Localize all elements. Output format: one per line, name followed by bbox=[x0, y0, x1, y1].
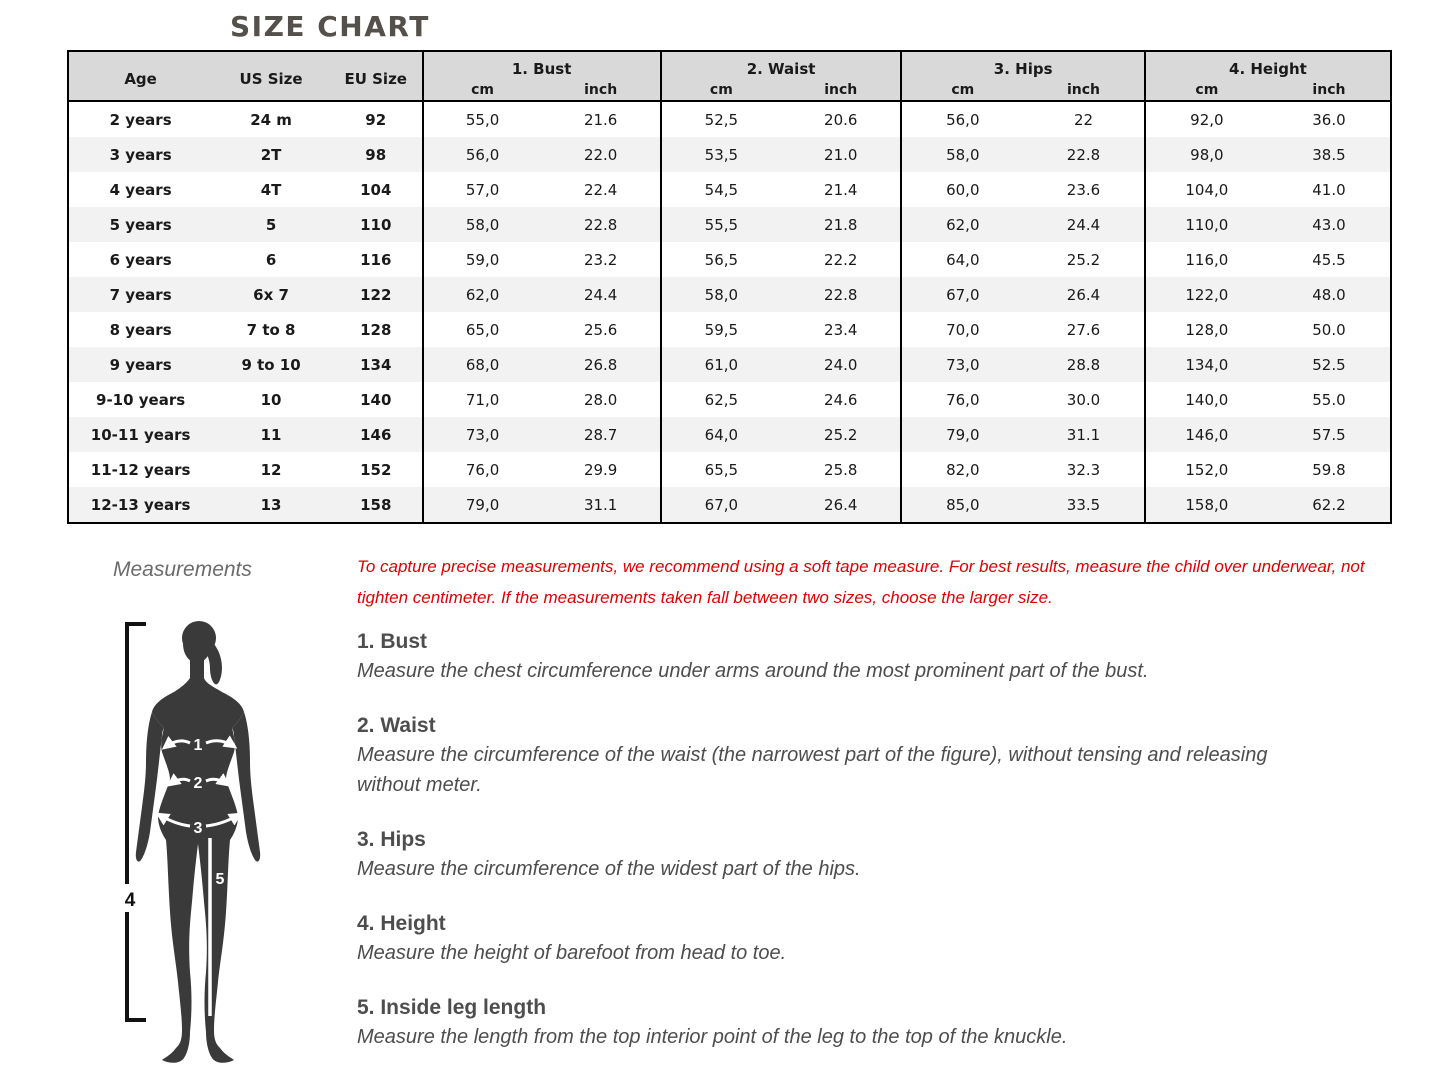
table-cell: 140,0 bbox=[1145, 382, 1268, 417]
table-cell: 62,5 bbox=[661, 382, 781, 417]
table-cell: 122 bbox=[360, 285, 392, 304]
table-cell: 158,0 bbox=[1145, 487, 1268, 523]
table-cell: 13 bbox=[260, 495, 282, 514]
figure-label-waist: 2 bbox=[193, 775, 203, 792]
table-cell: 70,0 bbox=[901, 312, 1023, 347]
table-cell: 21.0 bbox=[824, 145, 858, 164]
section-text: Measure the length from the top interior point of the leg to the top of the knuckle. bbox=[357, 1026, 1068, 1048]
table-cell: 152 bbox=[360, 460, 392, 479]
table-cell: 54,5 bbox=[661, 172, 781, 207]
table-cell: 52,5 bbox=[661, 101, 781, 137]
section-heading: 3. Hips bbox=[357, 828, 426, 851]
table-cell: 21.4 bbox=[824, 180, 858, 199]
table-cell: 62,0 bbox=[901, 207, 1023, 242]
table-header bbox=[68, 51, 1391, 101]
section-heading: 4. Height bbox=[357, 912, 446, 935]
size-table bbox=[67, 50, 1392, 524]
table-cell: 92 bbox=[365, 110, 387, 129]
col-header-waist: 2. Waist bbox=[661, 51, 902, 80]
table-cell: 36.0 bbox=[1312, 110, 1346, 129]
table-cell: 73,0 bbox=[423, 417, 542, 452]
table-cell: 12-13 years bbox=[90, 495, 191, 514]
table-cell: 52.5 bbox=[1312, 355, 1346, 374]
table-cell: 4T bbox=[260, 180, 282, 199]
table-cell: 104 bbox=[360, 180, 392, 199]
table-cell: 11-12 years bbox=[90, 460, 191, 479]
table-cell: 50.0 bbox=[1312, 320, 1346, 339]
table-cell: 43.0 bbox=[1312, 215, 1346, 234]
measure-section bbox=[357, 712, 1317, 800]
unit-waist-inch: inch bbox=[781, 80, 901, 101]
measure-section bbox=[357, 994, 1317, 1052]
table-row bbox=[68, 137, 1391, 172]
table-cell: 27.6 bbox=[1066, 320, 1101, 339]
table-cell: 60,0 bbox=[901, 172, 1023, 207]
section-heading: 1. Bust bbox=[357, 630, 428, 653]
table-cell: 64,0 bbox=[901, 242, 1023, 277]
table-cell: 12 bbox=[260, 460, 282, 479]
col-header-age: Age bbox=[68, 51, 212, 101]
table-cell: 76,0 bbox=[423, 452, 542, 487]
unit-bust-cm: cm bbox=[423, 80, 542, 101]
table-cell: 28.0 bbox=[583, 390, 618, 409]
measure-sections bbox=[357, 628, 1317, 1078]
table-cell: 2T bbox=[260, 145, 282, 164]
table-cell: 110 bbox=[360, 215, 392, 234]
table-cell: 62,0 bbox=[423, 277, 542, 312]
figure-label-hips: 3 bbox=[193, 820, 203, 837]
table-cell: 104,0 bbox=[1145, 172, 1268, 207]
table-row bbox=[68, 452, 1391, 487]
table-cell: 6 years bbox=[109, 250, 172, 269]
table-cell: 9 to 10 bbox=[241, 355, 301, 374]
table-cell: 56,0 bbox=[901, 101, 1023, 137]
table-cell: 73,0 bbox=[901, 347, 1023, 382]
table-cell: 22.8 bbox=[1066, 145, 1101, 164]
table-cell: 116 bbox=[360, 250, 392, 269]
section-heading: 5. Inside leg length bbox=[357, 996, 547, 1019]
table-cell: 6x 7 bbox=[253, 285, 289, 304]
table-cell: 57,0 bbox=[423, 172, 542, 207]
size-table-container bbox=[67, 50, 1392, 524]
measure-section bbox=[357, 910, 1317, 968]
table-cell: 25.6 bbox=[583, 320, 618, 339]
table-cell: 67,0 bbox=[661, 487, 781, 523]
measurement-note: To capture precise measurements, we recommend using a soft tape measure. For best results, measure the child over underwear, not tighten centimeter. If the measurements taken fall between two sizes, choose the larger size. bbox=[357, 557, 1365, 607]
table-cell: 122,0 bbox=[1145, 277, 1268, 312]
table-cell: 23.6 bbox=[1066, 180, 1101, 199]
table-cell: 79,0 bbox=[901, 417, 1023, 452]
col-header-eu-size: EU Size bbox=[330, 51, 423, 101]
section-text: Measure the circumference of the waist (the narrowest part of the figure), without tensing and releasing without meter. bbox=[357, 744, 1268, 796]
table-cell: 59,0 bbox=[423, 242, 542, 277]
table-row bbox=[68, 417, 1391, 452]
table-cell: 3 years bbox=[109, 145, 172, 164]
table-cell: 76,0 bbox=[901, 382, 1023, 417]
table-cell: 48.0 bbox=[1312, 285, 1346, 304]
table-cell: 21.6 bbox=[583, 110, 618, 129]
table-row bbox=[68, 207, 1391, 242]
table-row bbox=[68, 277, 1391, 312]
table-cell: 53,5 bbox=[661, 137, 781, 172]
page-title: SIZE CHART bbox=[230, 10, 430, 43]
table-cell: 22.2 bbox=[824, 250, 858, 269]
table-cell: 85,0 bbox=[901, 487, 1023, 523]
table-cell: 10-11 years bbox=[90, 425, 191, 444]
measure-section bbox=[357, 826, 1317, 884]
table-cell: 128,0 bbox=[1145, 312, 1268, 347]
table-cell: 4 years bbox=[109, 180, 172, 199]
unit-hips-cm: cm bbox=[901, 80, 1023, 101]
table-cell: 98 bbox=[365, 145, 387, 164]
table-cell: 32.3 bbox=[1066, 460, 1101, 479]
table-cell: 24.6 bbox=[824, 390, 858, 409]
size-table-body bbox=[68, 101, 1391, 523]
table-cell: 24 m bbox=[250, 110, 292, 129]
table-row bbox=[68, 101, 1391, 137]
table-cell: 55,0 bbox=[423, 101, 542, 137]
table-cell: 28.7 bbox=[583, 425, 618, 444]
table-cell: 98,0 bbox=[1145, 137, 1268, 172]
table-cell: 23.4 bbox=[824, 320, 858, 339]
table-cell: 45.5 bbox=[1312, 250, 1346, 269]
table-cell: 58,0 bbox=[901, 137, 1023, 172]
figure-label-bust: 1 bbox=[193, 737, 203, 754]
table-cell: 10 bbox=[260, 390, 282, 409]
table-cell: 152,0 bbox=[1145, 452, 1268, 487]
table-cell: 22.8 bbox=[824, 285, 858, 304]
table-cell: 22.0 bbox=[583, 145, 618, 164]
table-cell: 29.9 bbox=[583, 460, 618, 479]
female-silhouette bbox=[136, 621, 260, 1063]
table-cell: 56,0 bbox=[423, 137, 542, 172]
table-cell: 7 years bbox=[109, 285, 172, 304]
table-cell: 65,0 bbox=[423, 312, 542, 347]
table-cell: 55,5 bbox=[661, 207, 781, 242]
col-header-hips: 3. Hips bbox=[901, 51, 1144, 80]
table-cell: 21.8 bbox=[824, 215, 858, 234]
table-cell: 26.4 bbox=[1066, 285, 1101, 304]
table-cell: 110,0 bbox=[1145, 207, 1268, 242]
table-cell: 57.5 bbox=[1312, 425, 1346, 444]
table-cell: 64,0 bbox=[661, 417, 781, 452]
table-cell: 61,0 bbox=[661, 347, 781, 382]
table-cell: 82,0 bbox=[901, 452, 1023, 487]
table-row bbox=[68, 382, 1391, 417]
table-cell: 30.0 bbox=[1066, 390, 1101, 409]
table-cell: 9-10 years bbox=[96, 390, 186, 409]
figure-label-height: 4 bbox=[124, 890, 136, 911]
table-cell: 22.8 bbox=[583, 215, 618, 234]
table-cell: 5 years bbox=[109, 215, 172, 234]
table-cell: 20.6 bbox=[824, 110, 858, 129]
table-row bbox=[68, 242, 1391, 277]
table-cell: 25.2 bbox=[824, 425, 858, 444]
section-text: Measure the circumference of the widest part of the hips. bbox=[357, 858, 861, 880]
table-cell: 65,5 bbox=[661, 452, 781, 487]
table-cell: 41.0 bbox=[1312, 180, 1346, 199]
table-cell: 92,0 bbox=[1145, 101, 1268, 137]
table-cell: 6 bbox=[265, 250, 277, 269]
table-cell: 26.8 bbox=[583, 355, 618, 374]
unit-bust-inch: inch bbox=[542, 80, 661, 101]
table-cell: 26.4 bbox=[824, 495, 858, 514]
table-cell: 28.8 bbox=[1066, 355, 1101, 374]
table-cell: 11 bbox=[260, 425, 282, 444]
table-cell: 79,0 bbox=[423, 487, 542, 523]
table-cell: 2 years bbox=[109, 110, 172, 129]
table-row bbox=[68, 487, 1391, 523]
table-cell: 24.4 bbox=[583, 285, 618, 304]
table-row bbox=[68, 172, 1391, 207]
unit-height-cm: cm bbox=[1145, 80, 1268, 101]
table-cell: 55.0 bbox=[1312, 390, 1346, 409]
section-heading: 2. Waist bbox=[357, 714, 436, 737]
table-cell: 146 bbox=[360, 425, 392, 444]
table-cell: 158 bbox=[360, 495, 392, 514]
measure-section bbox=[357, 628, 1317, 686]
col-header-bust: 1. Bust bbox=[423, 51, 661, 80]
table-cell: 58,0 bbox=[423, 207, 542, 242]
table-row bbox=[68, 312, 1391, 347]
table-cell: 67,0 bbox=[901, 277, 1023, 312]
table-cell: 134 bbox=[360, 355, 392, 374]
female-silhouette-diagram bbox=[100, 612, 330, 1072]
table-cell: 22.4 bbox=[583, 180, 618, 199]
table-cell: 59,5 bbox=[661, 312, 781, 347]
table-cell: 24.4 bbox=[1066, 215, 1101, 234]
table-cell: 146,0 bbox=[1145, 417, 1268, 452]
table-cell: 31.1 bbox=[583, 495, 618, 514]
table-cell: 33.5 bbox=[1066, 495, 1101, 514]
table-cell: 62.2 bbox=[1312, 495, 1346, 514]
table-cell: 116,0 bbox=[1145, 242, 1268, 277]
table-cell: 38.5 bbox=[1312, 145, 1346, 164]
table-cell: 134,0 bbox=[1145, 347, 1268, 382]
table-cell: 71,0 bbox=[423, 382, 542, 417]
table-cell: 68,0 bbox=[423, 347, 542, 382]
table-cell: 22 bbox=[1073, 110, 1094, 129]
section-text: Measure the height of barefoot from head to toe. bbox=[357, 942, 787, 964]
table-cell: 56,5 bbox=[661, 242, 781, 277]
unit-hips-inch: inch bbox=[1023, 80, 1145, 101]
table-cell: 7 to 8 bbox=[246, 320, 296, 339]
table-cell: 128 bbox=[360, 320, 392, 339]
section-text: Measure the chest circumference under arms around the most prominent part of the bust. bbox=[357, 660, 1149, 682]
table-cell: 25.2 bbox=[1066, 250, 1101, 269]
table-cell: 8 years bbox=[109, 320, 172, 339]
col-header-height: 4. Height bbox=[1145, 51, 1391, 80]
table-cell: 59.8 bbox=[1312, 460, 1346, 479]
table-cell: 31.1 bbox=[1066, 425, 1101, 444]
table-cell: 23.2 bbox=[583, 250, 618, 269]
col-header-us-size: US Size bbox=[212, 51, 330, 101]
measurements-label: Measurements bbox=[113, 558, 252, 581]
table-cell: 24.0 bbox=[824, 355, 858, 374]
table-cell: 5 bbox=[265, 215, 277, 234]
figure-label-inside-leg: 5 bbox=[215, 871, 225, 888]
table-cell: 25.8 bbox=[824, 460, 858, 479]
unit-height-inch: inch bbox=[1268, 80, 1391, 101]
table-cell: 9 years bbox=[109, 355, 172, 374]
unit-waist-cm: cm bbox=[661, 80, 781, 101]
table-cell: 140 bbox=[360, 390, 392, 409]
table-cell: 58,0 bbox=[661, 277, 781, 312]
table-row bbox=[68, 347, 1391, 382]
body-measurement-figure bbox=[100, 612, 330, 1072]
